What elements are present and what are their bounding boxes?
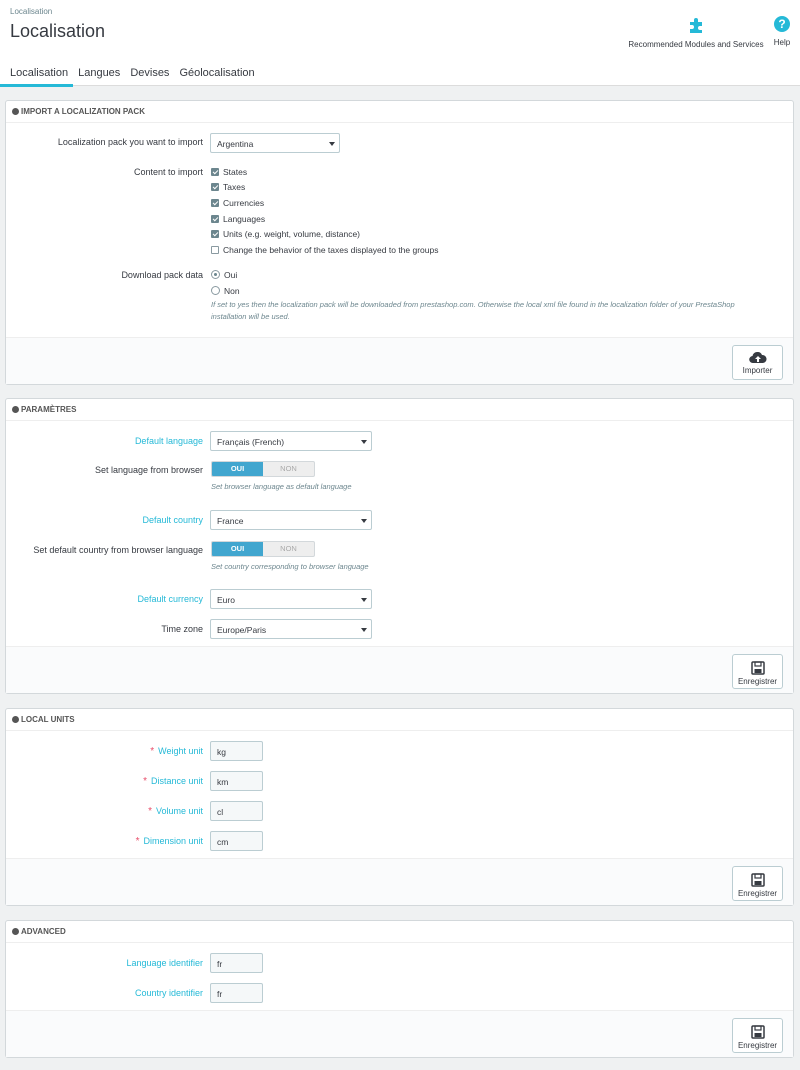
radio-download-yes[interactable] bbox=[211, 270, 237, 280]
distance-unit-label-text: Distance unit bbox=[150, 776, 203, 786]
checkbox-checked-icon bbox=[211, 215, 219, 223]
help-icon: ? bbox=[774, 16, 790, 32]
dimension-unit-label bbox=[136, 836, 203, 847]
checkbox-tax-behavior[interactable] bbox=[211, 245, 438, 255]
volume-unit-label bbox=[148, 806, 203, 817]
checkbox-label: Currencies bbox=[223, 198, 265, 208]
country-browser-label: Set default country from browser language bbox=[33, 545, 203, 555]
advanced-panel bbox=[5, 920, 794, 1058]
checkbox-label: Units (e.g. weight, volume, distance) bbox=[223, 229, 361, 239]
advanced-heading bbox=[6, 921, 793, 943]
recommended-modules-button[interactable] bbox=[626, 16, 766, 49]
checkbox-unchecked-icon bbox=[211, 246, 219, 254]
weight-unit-input[interactable]: kg bbox=[210, 741, 263, 761]
content-label: Content to import bbox=[133, 167, 203, 177]
checkbox-taxes[interactable] bbox=[211, 182, 245, 192]
breadcrumb[interactable]: Localisation bbox=[10, 7, 53, 16]
checkbox-units[interactable] bbox=[211, 229, 360, 239]
switch-on-option[interactable]: OUI bbox=[212, 542, 263, 556]
chevron-down-icon bbox=[361, 440, 367, 444]
advanced-footer bbox=[6, 1010, 793, 1057]
checkbox-states[interactable] bbox=[211, 167, 247, 177]
radio-label: Non bbox=[224, 286, 240, 296]
language-browser-help: Set browser language as default language bbox=[211, 482, 352, 491]
parameters-panel bbox=[5, 398, 794, 694]
page-title: Localisation bbox=[10, 21, 106, 41]
help-button[interactable] bbox=[768, 16, 796, 47]
pack-label: Localization pack you want to import bbox=[57, 137, 203, 147]
globe-icon bbox=[12, 108, 19, 115]
parameters-save-label: Enregistrer bbox=[737, 677, 778, 686]
default-currency-label: Default currency bbox=[137, 594, 203, 604]
parameters-save-button[interactable] bbox=[732, 654, 783, 689]
checkbox-currencies[interactable] bbox=[211, 198, 264, 208]
weight-unit-label bbox=[150, 746, 203, 757]
import-pack-heading bbox=[6, 101, 793, 123]
tab-bar bbox=[0, 66, 260, 86]
required-marker: * bbox=[143, 776, 147, 787]
checkbox-checked-icon bbox=[211, 168, 219, 176]
weight-unit-label-text: Weight unit bbox=[158, 746, 203, 756]
language-browser-label: Set language from browser bbox=[94, 465, 203, 475]
floppy-disk-icon bbox=[751, 1025, 765, 1039]
language-identifier-label: Language identifier bbox=[126, 958, 203, 968]
timezone-value: Europe/Paris bbox=[217, 625, 267, 635]
switch-off-option[interactable]: NON bbox=[280, 544, 297, 553]
parameters-heading bbox=[6, 399, 793, 421]
help-label: Help bbox=[773, 38, 791, 47]
distance-unit-label bbox=[143, 776, 203, 787]
import-pack-panel bbox=[5, 100, 794, 385]
pack-select-value: Argentina bbox=[217, 139, 254, 149]
parameters-heading-text: PARAMÈTRES bbox=[21, 405, 77, 414]
language-identifier-input[interactable]: fr bbox=[210, 953, 263, 973]
default-currency-value: Euro bbox=[217, 595, 235, 605]
country-identifier-label: Country identifier bbox=[134, 988, 203, 998]
gears-icon bbox=[12, 928, 19, 935]
recommended-modules-label: Recommended Modules and Services bbox=[628, 40, 764, 49]
import-button[interactable] bbox=[732, 345, 783, 380]
dimension-unit-input[interactable]: cm bbox=[210, 831, 263, 851]
tab-localisation[interactable]: Localisation bbox=[0, 66, 73, 87]
local-units-heading-text: LOCAL UNITS bbox=[21, 715, 75, 724]
pack-select[interactable] bbox=[210, 133, 340, 153]
required-marker: * bbox=[135, 836, 140, 847]
import-pack-heading-text: IMPORT A LOCALIZATION PACK bbox=[21, 107, 145, 116]
tab-devises[interactable]: Devises bbox=[130, 67, 170, 79]
default-country-label: Default country bbox=[142, 515, 203, 525]
radio-label: Oui bbox=[224, 270, 238, 280]
globe-icon bbox=[12, 716, 19, 723]
checkbox-label: States bbox=[223, 167, 248, 177]
advanced-save-label: Enregistrer bbox=[737, 1041, 778, 1050]
default-country-value: France bbox=[217, 516, 244, 526]
page-header bbox=[0, 0, 800, 86]
checkbox-checked-icon bbox=[211, 199, 219, 207]
volume-unit-label-text: Volume unit bbox=[155, 806, 203, 816]
switch-on-option[interactable]: OUI bbox=[212, 462, 263, 476]
advanced-save-button[interactable] bbox=[732, 1018, 783, 1053]
timezone-label: Time zone bbox=[161, 624, 203, 634]
local-units-panel bbox=[5, 708, 794, 906]
radio-download-no[interactable] bbox=[211, 286, 240, 296]
local-units-footer bbox=[6, 858, 793, 905]
checkbox-label: Change the behavior of the taxes displayed to the groups bbox=[223, 245, 439, 255]
parameters-footer bbox=[6, 646, 793, 693]
download-label: Download pack data bbox=[121, 270, 203, 280]
dimension-unit-label-text: Dimension unit bbox=[143, 836, 203, 846]
required-marker: * bbox=[148, 806, 152, 817]
floppy-disk-icon bbox=[751, 661, 765, 675]
advanced-heading-text: ADVANCED bbox=[21, 927, 66, 936]
tab-geolocalisation[interactable]: Géolocalisation bbox=[179, 67, 255, 79]
checkbox-label: Taxes bbox=[223, 182, 246, 192]
chevron-down-icon bbox=[329, 142, 335, 146]
cloud-upload-icon bbox=[749, 352, 767, 364]
local-units-save-label: Enregistrer bbox=[737, 889, 778, 898]
country-browser-switch[interactable] bbox=[211, 541, 315, 557]
default-language-value: Français (French) bbox=[217, 437, 285, 447]
chevron-down-icon bbox=[361, 598, 367, 602]
floppy-disk-icon bbox=[751, 873, 765, 887]
local-units-heading bbox=[6, 709, 793, 731]
switch-off-option[interactable]: NON bbox=[280, 464, 297, 473]
checkbox-checked-icon bbox=[211, 183, 219, 191]
chevron-down-icon bbox=[361, 519, 367, 523]
language-browser-switch[interactable] bbox=[211, 461, 315, 477]
download-help-text: If set to yes then the localization pack will be downloaded from prestashop.com. Otherwise the local xml file found in the localization folder of your PrestaShop installation will be used. bbox=[211, 300, 735, 321]
puzzle-icon bbox=[687, 16, 705, 34]
radio-selected-icon bbox=[211, 270, 220, 279]
checkbox-checked-icon bbox=[211, 230, 219, 238]
import-panel-footer bbox=[6, 337, 793, 384]
import-button-label: Importer bbox=[742, 366, 773, 375]
gears-icon bbox=[12, 406, 19, 413]
country-browser-help: Set country corresponding to browser language bbox=[211, 562, 369, 571]
chevron-down-icon bbox=[361, 628, 367, 632]
default-country-select[interactable] bbox=[210, 510, 372, 530]
tab-langues[interactable]: Langues bbox=[78, 67, 121, 79]
timezone-select[interactable] bbox=[210, 619, 372, 639]
radio-unselected-icon bbox=[211, 286, 220, 295]
required-marker: * bbox=[150, 746, 155, 757]
local-units-save-button[interactable] bbox=[732, 866, 783, 901]
volume-unit-input[interactable]: cl bbox=[210, 801, 263, 821]
checkbox-label: Languages bbox=[223, 214, 266, 224]
distance-unit-input[interactable]: km bbox=[210, 771, 263, 791]
default-currency-select[interactable] bbox=[210, 589, 372, 609]
default-language-select[interactable] bbox=[210, 431, 372, 451]
default-language-label: Default language bbox=[134, 436, 203, 446]
checkbox-languages[interactable] bbox=[211, 214, 265, 224]
country-identifier-input[interactable]: fr bbox=[210, 983, 263, 1003]
